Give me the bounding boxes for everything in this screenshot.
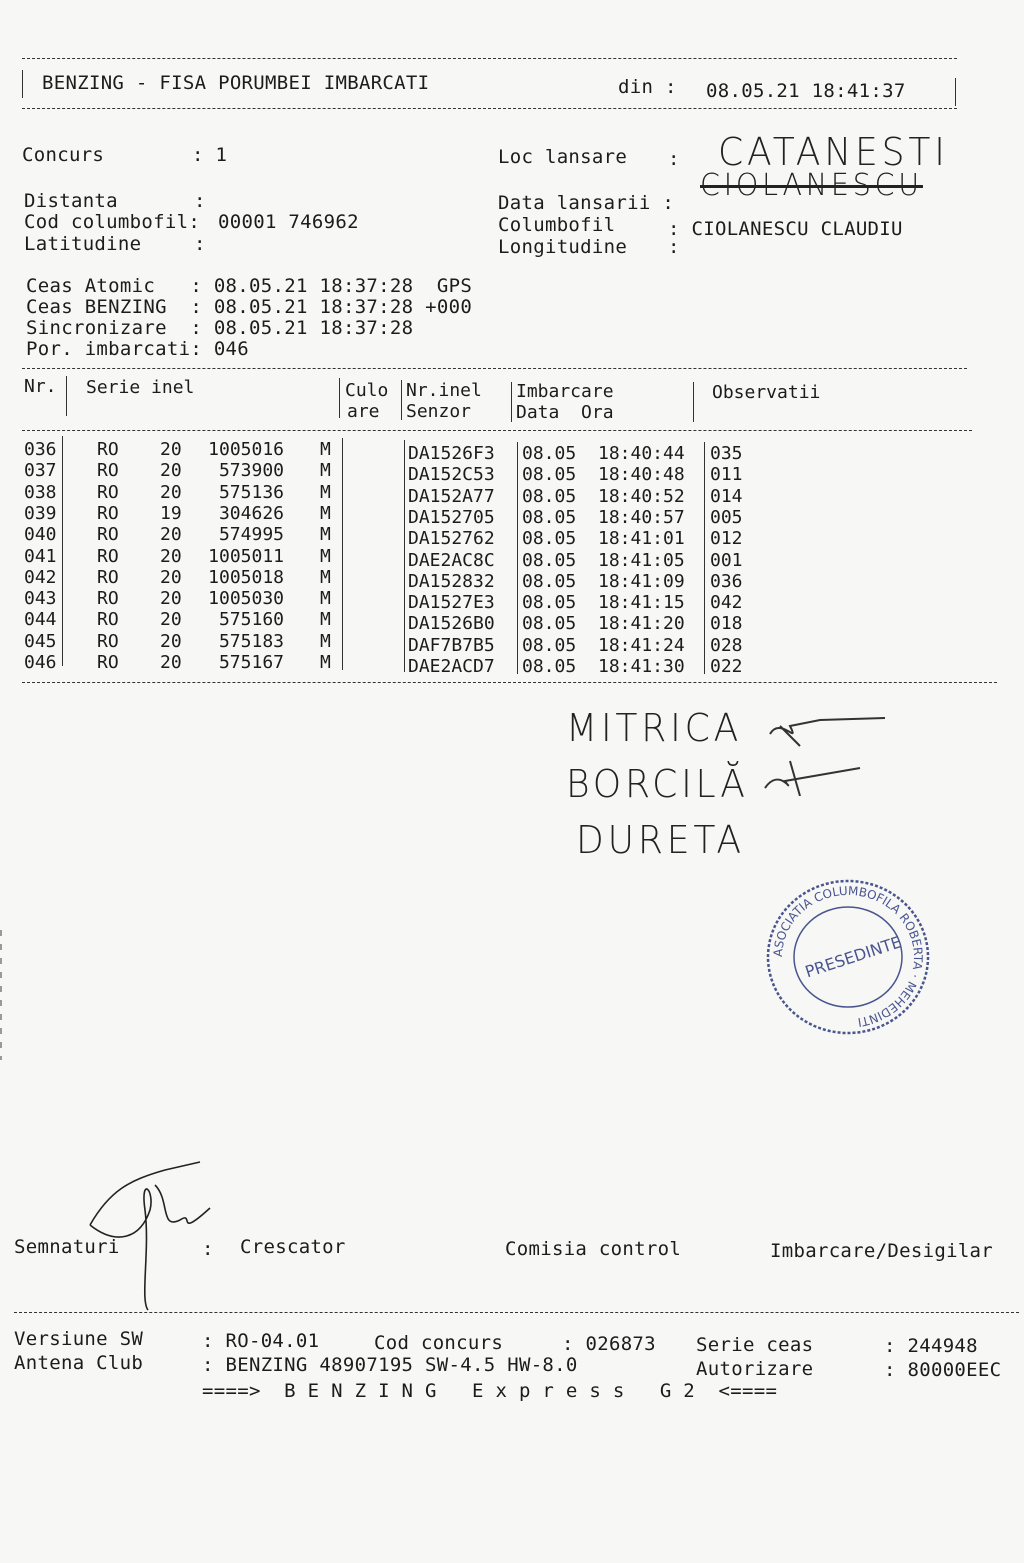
col-divider xyxy=(66,376,67,416)
row-date: 08.05 xyxy=(522,464,577,486)
row-sex: M xyxy=(320,481,331,503)
row-sensor: DA1527E3 xyxy=(408,592,495,614)
row-date: 08.05 xyxy=(522,656,577,677)
row-ring-number: 1005011 xyxy=(208,545,284,567)
col-header-data-ora: Data Ora xyxy=(516,402,614,423)
stamp-ring-text: ASOCIATIA COLUMBOFILA ROBERTA · MEHEDINTI xyxy=(770,883,926,1030)
stamp-center-text: PRESEDINTE xyxy=(802,932,904,982)
col-divider xyxy=(339,378,340,418)
row-observation: 012 xyxy=(710,528,743,550)
handwritten-name-1: MITRICA xyxy=(566,706,743,750)
row-date: 08.05 xyxy=(522,506,577,528)
latitudine-label: Latitudine xyxy=(24,233,142,255)
cod-columbofil-label: Cod columbofil: xyxy=(24,211,201,233)
table-header-rule xyxy=(22,430,972,431)
row-ring-number: 304626 xyxy=(218,502,284,524)
row-country: RO xyxy=(97,545,119,567)
row-sensor: DA152762 xyxy=(408,528,495,550)
columbofil-value: : CIOLANESCU CLAUDIU xyxy=(668,218,903,240)
row-observation: 028 xyxy=(710,634,743,656)
row-observation: 011 xyxy=(710,464,743,486)
row-country: RO xyxy=(97,566,119,588)
por-imbarcati-line: Por. imbarcati: 046 xyxy=(26,338,250,360)
row-time: 18:41:05 xyxy=(598,549,685,571)
row-year: 20 xyxy=(160,439,182,460)
col-header-observatii: Observatii xyxy=(712,382,821,403)
crescator-label: Crescator xyxy=(240,1236,346,1258)
col-divider xyxy=(704,442,705,674)
row-observation: 035 xyxy=(710,443,743,464)
association-stamp xyxy=(758,872,938,1042)
row-sensor: DA152705 xyxy=(408,506,495,528)
signature-scribble xyxy=(70,1150,230,1315)
row-country: RO xyxy=(97,439,119,460)
row-nr: 037 xyxy=(24,460,57,482)
loc-lansare-handwritten: CATANESTI xyxy=(718,130,949,174)
row-sensor: DA152A77 xyxy=(408,485,495,507)
semnaturi-colon: : xyxy=(202,1238,214,1260)
comisia-control-label: Comisia control xyxy=(505,1238,682,1260)
row-time: 18:40:52 xyxy=(598,485,685,507)
col-header-serie: Serie inel xyxy=(86,377,195,398)
row-sex: M xyxy=(320,652,331,673)
row-date: 08.05 xyxy=(522,634,577,656)
row-sex: M xyxy=(320,630,331,652)
row-sex: M xyxy=(320,460,331,482)
row-sensor: DAE2ACD7 xyxy=(408,656,495,677)
col-header-senzor: Senzor xyxy=(406,401,472,422)
col-header-nr: Nr. xyxy=(24,376,57,397)
handwritten-initials-marks xyxy=(760,706,900,796)
row-date: 08.05 xyxy=(522,592,577,614)
row-date: 08.05 xyxy=(522,443,577,464)
longitudine-label: Longitudine xyxy=(498,236,628,258)
row-ring-number: 574995 xyxy=(218,524,284,546)
concurs-label: Concurs xyxy=(22,144,105,166)
latitudine-value: : xyxy=(194,233,206,255)
col-divider xyxy=(511,382,512,422)
row-time: 18:40:44 xyxy=(598,443,685,464)
loc-lansare-colon: : xyxy=(668,148,680,170)
row-country: RO xyxy=(97,481,119,503)
row-date: 08.05 xyxy=(522,528,577,550)
row-observation: 014 xyxy=(710,485,743,507)
row-nr: 044 xyxy=(24,609,57,631)
semnaturi-label: Semnaturi xyxy=(14,1236,120,1258)
antena-club-value: : BENZING 48907195 SW-4.5 HW-8.0 xyxy=(202,1354,578,1376)
row-observation: 001 xyxy=(710,549,743,571)
row-time: 18:41:09 xyxy=(598,570,685,592)
row-ring-number: 1005030 xyxy=(208,588,284,610)
ceas-atomic-line: Ceas Atomic : 08.05.21 18:37:28 GPS xyxy=(26,275,473,297)
row-time: 18:41:20 xyxy=(598,613,685,635)
row-ring-number: 575167 xyxy=(218,652,284,673)
row-observation: 018 xyxy=(710,613,743,635)
row-year: 20 xyxy=(160,588,182,610)
row-country: RO xyxy=(97,630,119,652)
col-header-nrinel: Nr.inel xyxy=(406,380,482,401)
header-right-border xyxy=(955,78,956,106)
autorizare-label: Autorizare xyxy=(696,1358,814,1380)
data-lansarii-label: Data lansarii : xyxy=(498,192,675,214)
versiune-sw-label: Versiune SW xyxy=(14,1328,144,1350)
row-sex: M xyxy=(320,439,331,460)
row-nr: 045 xyxy=(24,630,57,652)
versiune-sw-value: : RO-04.01 xyxy=(202,1330,320,1352)
row-year: 20 xyxy=(160,630,182,652)
distanta-label: Distanta xyxy=(24,190,118,212)
cod-concurs-label: Cod concurs xyxy=(374,1332,504,1354)
row-sex: M xyxy=(320,588,331,610)
col-header-imbarcare: Imbarcare xyxy=(516,381,614,402)
row-nr: 039 xyxy=(24,502,57,524)
row-country: RO xyxy=(97,460,119,482)
loc-lansare-label: Loc lansare xyxy=(498,146,628,168)
col-divider xyxy=(517,442,518,674)
handwritten-name-2: BORCILĂ xyxy=(566,762,749,806)
imbarcare-desigilare-label: Imbarcare/Desigilar xyxy=(770,1240,994,1262)
cod-concurs-value: : 026873 xyxy=(562,1333,656,1355)
din-timestamp: 08.05.21 18:41:37 xyxy=(706,80,906,102)
table-bottom-rule xyxy=(22,682,997,683)
row-country: RO xyxy=(97,588,119,610)
distanta-value: : xyxy=(194,190,206,212)
row-sex: M xyxy=(320,502,331,524)
row-ring-number: 575136 xyxy=(218,481,284,503)
row-nr: 038 xyxy=(24,481,57,503)
row-nr: 046 xyxy=(24,652,57,673)
row-nr: 043 xyxy=(24,588,57,610)
row-sensor: DAE2AC8C xyxy=(408,549,495,571)
row-observation: 022 xyxy=(710,656,743,677)
row-time: 18:40:48 xyxy=(598,464,685,486)
row-ring-number: 575183 xyxy=(218,630,284,652)
row-country: RO xyxy=(97,502,119,524)
col-divider xyxy=(693,382,694,422)
row-sensor: DA1526F3 xyxy=(408,443,495,464)
row-observation: 005 xyxy=(710,506,743,528)
paper-edge-marks xyxy=(0,930,2,1060)
row-ring-number: 1005016 xyxy=(208,439,284,460)
serie-ceas-value: : 244948 xyxy=(884,1335,978,1357)
row-year: 19 xyxy=(160,502,182,524)
row-date: 08.05 xyxy=(522,613,577,635)
antena-club-label: Antena Club xyxy=(14,1352,144,1374)
row-sensor: DA1526B0 xyxy=(408,613,495,635)
row-sex: M xyxy=(320,609,331,631)
row-nr: 036 xyxy=(24,439,57,460)
sincronizare-line: Sincronizare : 08.05.21 18:37:28 xyxy=(26,317,414,339)
row-date: 08.05 xyxy=(522,549,577,571)
table-top-rule xyxy=(22,368,967,369)
ceas-benzing-line: Ceas BENZING : 08.05.21 18:37:28 +000 xyxy=(26,296,473,318)
row-ring-number: 1005018 xyxy=(208,566,284,588)
row-nr: 041 xyxy=(24,545,57,567)
data-lansarii-handwritten: CIOLANESCU xyxy=(700,168,923,203)
header-top-rule xyxy=(22,58,957,59)
row-time: 18:40:57 xyxy=(598,506,685,528)
col-divider xyxy=(342,438,343,670)
header-bottom-rule xyxy=(22,108,957,109)
row-year: 20 xyxy=(160,652,182,673)
header-left-border xyxy=(22,70,23,98)
row-ring-number: 575160 xyxy=(218,609,284,631)
row-sex: M xyxy=(320,566,331,588)
row-sensor: DA152832 xyxy=(408,570,495,592)
row-observation: 042 xyxy=(710,592,743,614)
col-header-culoare: are xyxy=(347,401,380,422)
document-title: BENZING - FISA PORUMBEI IMBARCATI xyxy=(42,72,430,94)
row-year: 20 xyxy=(160,481,182,503)
din-label: din : xyxy=(618,76,677,98)
row-sensor: DA152C53 xyxy=(408,464,495,486)
row-nr: 040 xyxy=(24,524,57,546)
col-header-culo: Culo xyxy=(345,380,389,401)
columbofil-label: Columbofil xyxy=(498,214,616,236)
row-year: 20 xyxy=(160,460,182,482)
row-ring-number: 573900 xyxy=(218,460,284,482)
footer-rule xyxy=(14,1312,1019,1313)
row-time: 18:41:24 xyxy=(598,634,685,656)
col-divider xyxy=(62,436,63,666)
row-year: 20 xyxy=(160,566,182,588)
row-observation: 036 xyxy=(710,570,743,592)
row-date: 08.05 xyxy=(522,485,577,507)
benzing-express-banner: ====> B E N Z I N G E x p r e s s G 2 <==== xyxy=(202,1380,778,1402)
handwritten-name-3: DURETA xyxy=(576,818,745,862)
row-year: 20 xyxy=(160,524,182,546)
row-country: RO xyxy=(97,609,119,631)
col-divider xyxy=(404,440,405,672)
row-year: 20 xyxy=(160,609,182,631)
row-sensor: DAF7B7B5 xyxy=(408,634,495,656)
serie-ceas-label: Serie ceas xyxy=(696,1334,814,1356)
row-sex: M xyxy=(320,545,331,567)
cod-columbofil-value: 00001 746962 xyxy=(218,211,359,233)
concurs-value: : 1 xyxy=(192,144,228,166)
row-date: 08.05 xyxy=(522,570,577,592)
row-country: RO xyxy=(97,524,119,546)
longitudine-value: : xyxy=(668,236,680,258)
row-time: 18:41:01 xyxy=(598,528,685,550)
col-divider xyxy=(401,380,402,420)
row-year: 20 xyxy=(160,545,182,567)
row-sex: M xyxy=(320,524,331,546)
row-country: RO xyxy=(97,652,119,673)
row-time: 18:41:30 xyxy=(598,656,685,677)
row-nr: 042 xyxy=(24,566,57,588)
row-time: 18:41:15 xyxy=(598,592,685,614)
autorizare-value: : 80000EEC xyxy=(884,1359,1002,1381)
